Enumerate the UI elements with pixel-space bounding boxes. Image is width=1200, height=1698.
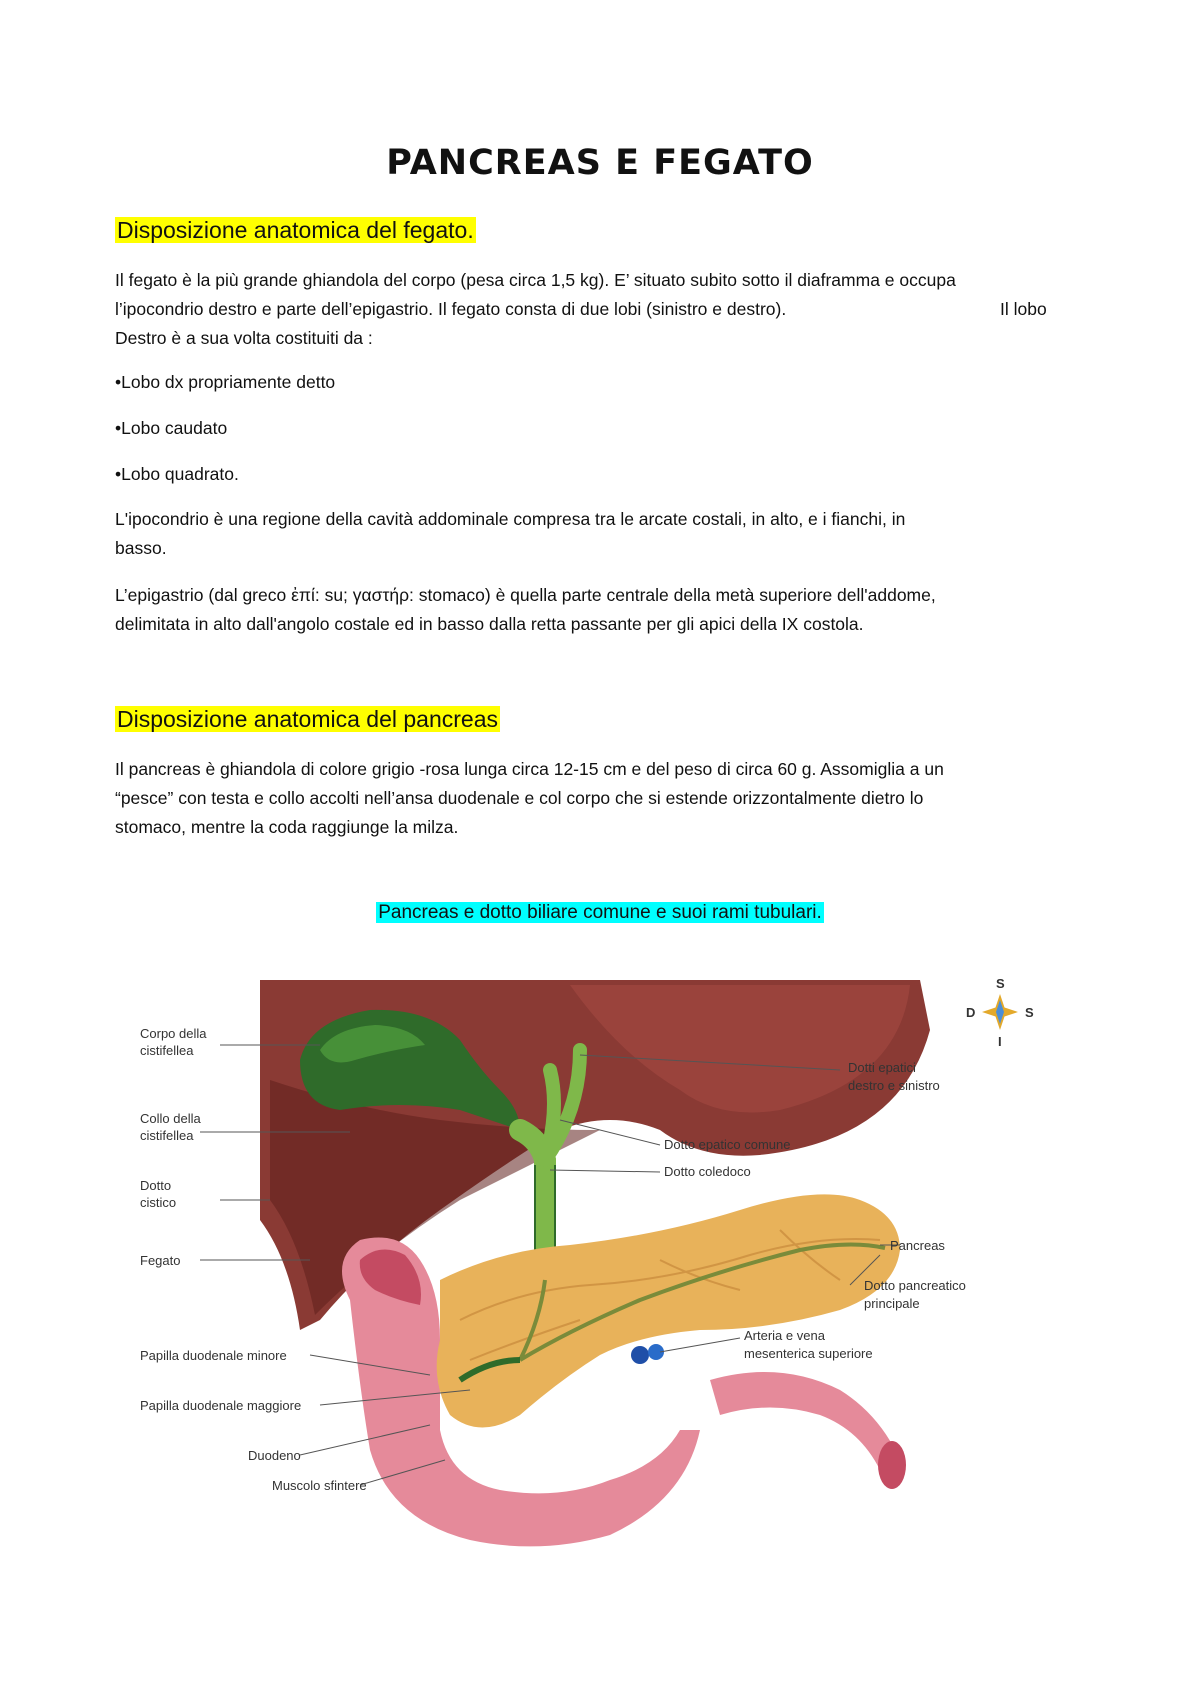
heading-liver: [115, 217, 476, 244]
page-title: PANCREAS E FEGATO: [386, 143, 814, 183]
liver-para1-line3: Destro è a sua volta costituiti da :: [115, 328, 373, 348]
epigastrium-line2: delimitata in alto dall'angolo costale ed in basso dalla retta passante per gli apici della IX costola.: [115, 614, 864, 634]
anatomy-figure: [140, 960, 1080, 1565]
pancreas-para-line2: “pesce” con testa e collo accolti nell’ansa duodenale e col corpo che si estende orizzontalmente dietro lo: [115, 788, 924, 808]
pancreas-para-line1: Il pancreas è ghiandola di colore grigio -rosa lunga circa 12-15 cm e del peso di circa 60 g. Assomiglia a un: [115, 759, 944, 779]
compass-rose-icon: [966, 976, 1034, 1049]
label-arteria-1: Arteria e vena: [744, 1328, 825, 1343]
liver-para1-line2: l’ipocondrio destro e parte dell’epigastrio. Il fegato consta di due lobi (sinistro e destro).: [115, 299, 787, 319]
compass-w: D: [966, 1005, 976, 1020]
label-dotto-epatico-comune: Dotto epatico comune: [664, 1137, 791, 1152]
liver-para1-line1: Il fegato è la più grande ghiandola del corpo (pesa circa 1,5 kg). E’ situato subito sotto il diaframma e occupa: [115, 270, 956, 290]
lobe-bullet-3: •Lobo quadrato.: [115, 464, 239, 484]
label-dotto-cistico-1: Dotto: [140, 1178, 172, 1193]
figure-caption: [0, 902, 1200, 924]
label-collo-2: cistifellea: [140, 1128, 194, 1143]
figure-caption-text: Pancreas e dotto biliare comune e suoi rami tubulari.: [378, 902, 822, 923]
compass-s: I: [998, 1034, 1002, 1049]
jejunum-opening: [878, 1441, 906, 1489]
hypochondrium-line1: L'ipocondrio è una regione della cavità addominale compresa tra le arcate costali, in alto, e i fianchi, in: [115, 509, 906, 529]
label-dotti-epatici-2: destro e sinistro: [848, 1078, 940, 1093]
heading-pancreas-text: Disposizione anatomica del pancreas: [117, 706, 498, 732]
lobe-bullet-1: •Lobo dx propriamente detto: [115, 372, 336, 392]
label-dotto-pancreatico-2: principale: [864, 1296, 920, 1311]
label-dotti-epatici-1: Dotti epatici: [848, 1060, 916, 1075]
compass-n: S: [996, 976, 1005, 991]
heading-liver-text: Disposizione anatomica del fegato.: [117, 217, 474, 243]
label-muscolo: Muscolo sfintere: [272, 1478, 367, 1493]
compass-e: S: [1025, 1005, 1034, 1020]
label-collo-1: Collo della: [140, 1111, 201, 1126]
label-arteria-2: mesenterica superiore: [744, 1346, 873, 1361]
label-papilla-maggiore: Papilla duodenale maggiore: [140, 1398, 302, 1413]
label-corpo-1: Corpo della: [140, 1026, 207, 1041]
label-fegato: Fegato: [140, 1253, 181, 1268]
anatomy-illustration: [140, 960, 1080, 1565]
hypochondrium-line2: basso.: [115, 538, 167, 558]
pancreas-para-line3: stomaco, mentre la coda raggiunge la milza.: [115, 817, 459, 837]
label-dotto-cistico-2: cistico: [140, 1195, 177, 1210]
label-corpo-2: cistifellea: [140, 1043, 194, 1058]
label-papilla-minore: Papilla duodenale minore: [140, 1348, 287, 1363]
heading-pancreas: [115, 706, 500, 733]
epigastrium-line1: L’epigastrio (dal greco ἐπί: su; γαστήρ: stomaco) è quella parte centrale della metà superiore dell'addome,: [115, 585, 936, 605]
duodenum-distal: [710, 1372, 900, 1470]
label-duodeno: Duodeno: [248, 1448, 301, 1463]
label-dotto-coledoco: Dotto coledoco: [664, 1164, 751, 1179]
label-pancreas: Pancreas: [890, 1238, 945, 1253]
mesenteric-artery: [631, 1346, 649, 1364]
lobe-bullet-2: •Lobo caudato: [115, 418, 228, 438]
liver-para1-line2b: Il lobo: [1000, 299, 1047, 319]
label-dotto-pancreatico-1: Dotto pancreatico: [864, 1278, 966, 1293]
